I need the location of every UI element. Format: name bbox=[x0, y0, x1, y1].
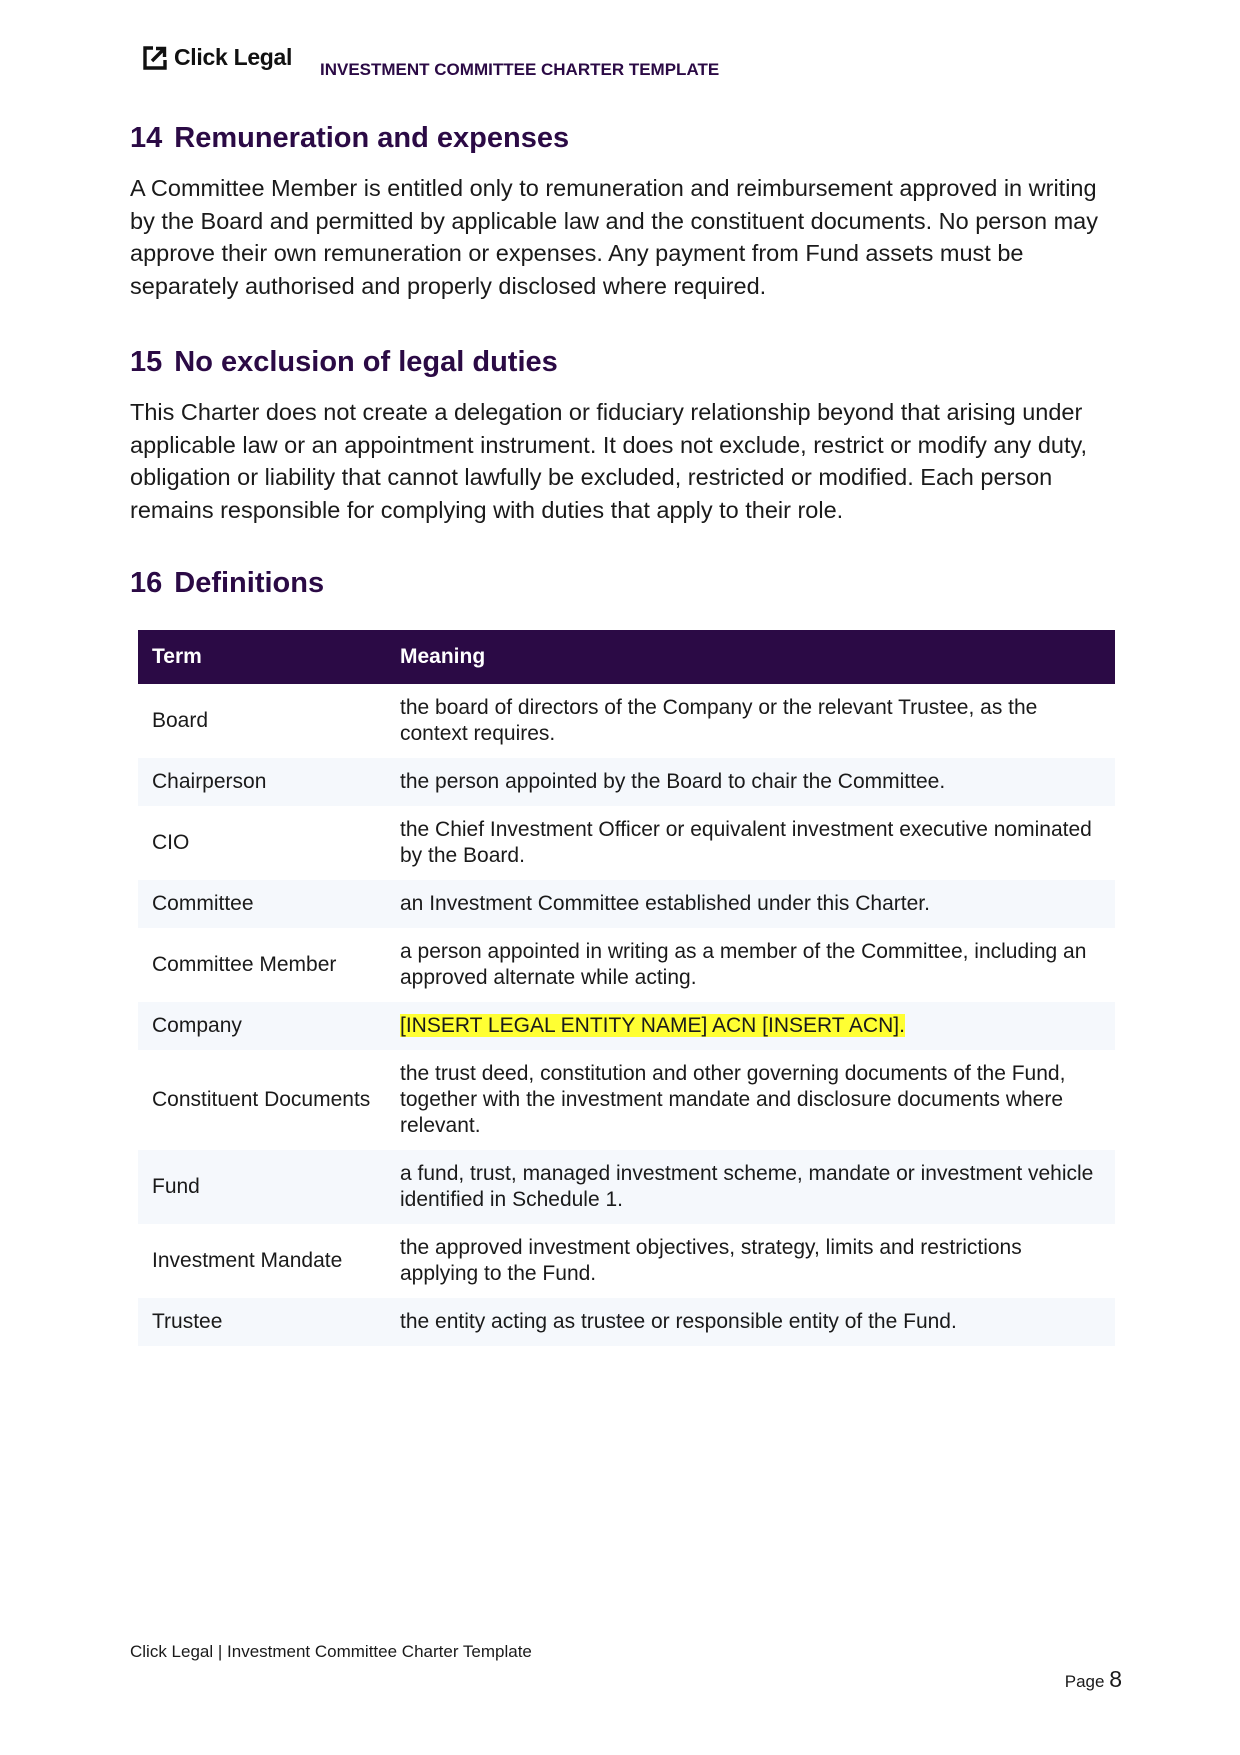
term-cell: Committee bbox=[138, 880, 386, 928]
table-row bbox=[138, 1150, 1115, 1224]
page-number bbox=[1065, 1666, 1122, 1693]
section-heading bbox=[130, 118, 1115, 158]
meaning-cell: a fund, trust, managed investment scheme, mandate or investment vehicle identified in Schedule 1. bbox=[386, 1150, 1115, 1224]
definitions-table bbox=[138, 630, 1115, 1346]
logo-text: Click Legal bbox=[174, 44, 293, 70]
term-cell: Committee Member bbox=[138, 928, 386, 1002]
term-cell: Board bbox=[138, 684, 386, 758]
section-15 bbox=[130, 342, 1115, 526]
table-row bbox=[138, 1298, 1115, 1346]
document-title: INVESTMENT COMMITTEE CHARTER TEMPLATE bbox=[320, 60, 720, 79]
meaning-cell: an Investment Committee established under this Charter. bbox=[386, 880, 1115, 928]
meaning-cell: the trust deed, constitution and other governing documents of the Fund, together with the investment mandate and disclosure documents where relevant. bbox=[386, 1050, 1115, 1150]
term-cell: Constituent Documents bbox=[138, 1050, 386, 1150]
page-number-value: 8 bbox=[1109, 1666, 1122, 1692]
page-header bbox=[142, 44, 1042, 84]
section-number: 16 bbox=[130, 567, 163, 599]
meaning-cell: the entity acting as trustee or responsible entity of the Fund. bbox=[386, 1298, 1115, 1346]
section-14 bbox=[130, 118, 1115, 302]
table-row bbox=[138, 1224, 1115, 1298]
column-header-meaning: Meaning bbox=[386, 630, 1115, 684]
table-row bbox=[138, 1050, 1115, 1150]
table-row bbox=[138, 928, 1115, 1002]
page-label: Page bbox=[1064, 1672, 1105, 1691]
meaning-cell: the board of directors of the Company or the relevant Trustee, as the context requires. bbox=[386, 684, 1115, 758]
table-header-row bbox=[138, 630, 1115, 684]
table-row bbox=[138, 880, 1115, 928]
meaning-cell bbox=[386, 1002, 1115, 1050]
external-link-icon bbox=[142, 45, 168, 71]
meaning-cell: the Chief Investment Officer or equivalent investment executive nominated by the Board. bbox=[386, 806, 1115, 880]
section-body: This Charter does not create a delegation or fiduciary relationship beyond that arising under applicable law or an appointment instrument. It does not exclude, restrict or modify any duty, obligation or liability that cannot lawfully be excluded, restricted or modified. Each person remains responsible for complying with duties that apply to their role. bbox=[130, 399, 1088, 523]
section-title: Remuneration and expenses bbox=[174, 122, 570, 154]
table-row bbox=[138, 758, 1115, 806]
section-number: 15 bbox=[130, 346, 163, 378]
meaning-cell: the person appointed by the Board to chair the Committee. bbox=[386, 758, 1115, 806]
section-number: 14 bbox=[130, 122, 163, 154]
meaning-cell: a person appointed in writing as a member of the Committee, including an approved alternate while acting. bbox=[386, 928, 1115, 1002]
term-cell: Fund bbox=[138, 1150, 386, 1224]
term-cell: Investment Mandate bbox=[138, 1224, 386, 1298]
column-header-term: Term bbox=[138, 630, 386, 684]
table-row bbox=[138, 806, 1115, 880]
term-cell: CIO bbox=[138, 806, 386, 880]
section-heading bbox=[130, 342, 1115, 382]
term-cell: Chairperson bbox=[138, 758, 386, 806]
section-body: A Committee Member is entitled only to remuneration and reimbursement approved in writing by the Board and permitted by applicable law and the constituent documents. No person may approve their own remuneration or expenses. Any payment from Fund assets must be separately authorised and properly disclosed where required. bbox=[130, 175, 1098, 299]
term-cell: Trustee bbox=[138, 1298, 386, 1346]
section-16 bbox=[130, 563, 324, 603]
section-title: No exclusion of legal duties bbox=[174, 346, 558, 378]
term-cell: Company bbox=[138, 1002, 386, 1050]
logo bbox=[142, 44, 292, 71]
placeholder-highlight: [INSERT LEGAL ENTITY NAME] ACN [INSERT ACN]. bbox=[400, 1014, 905, 1037]
footer-text: Click Legal | Investment Committee Charter Template bbox=[130, 1642, 532, 1661]
section-title: Definitions bbox=[174, 567, 325, 599]
table-row bbox=[138, 684, 1115, 758]
meaning-cell: the approved investment objectives, strategy, limits and restrictions applying to the Fund. bbox=[386, 1224, 1115, 1298]
table-row bbox=[138, 1002, 1115, 1050]
section-heading bbox=[130, 563, 324, 603]
